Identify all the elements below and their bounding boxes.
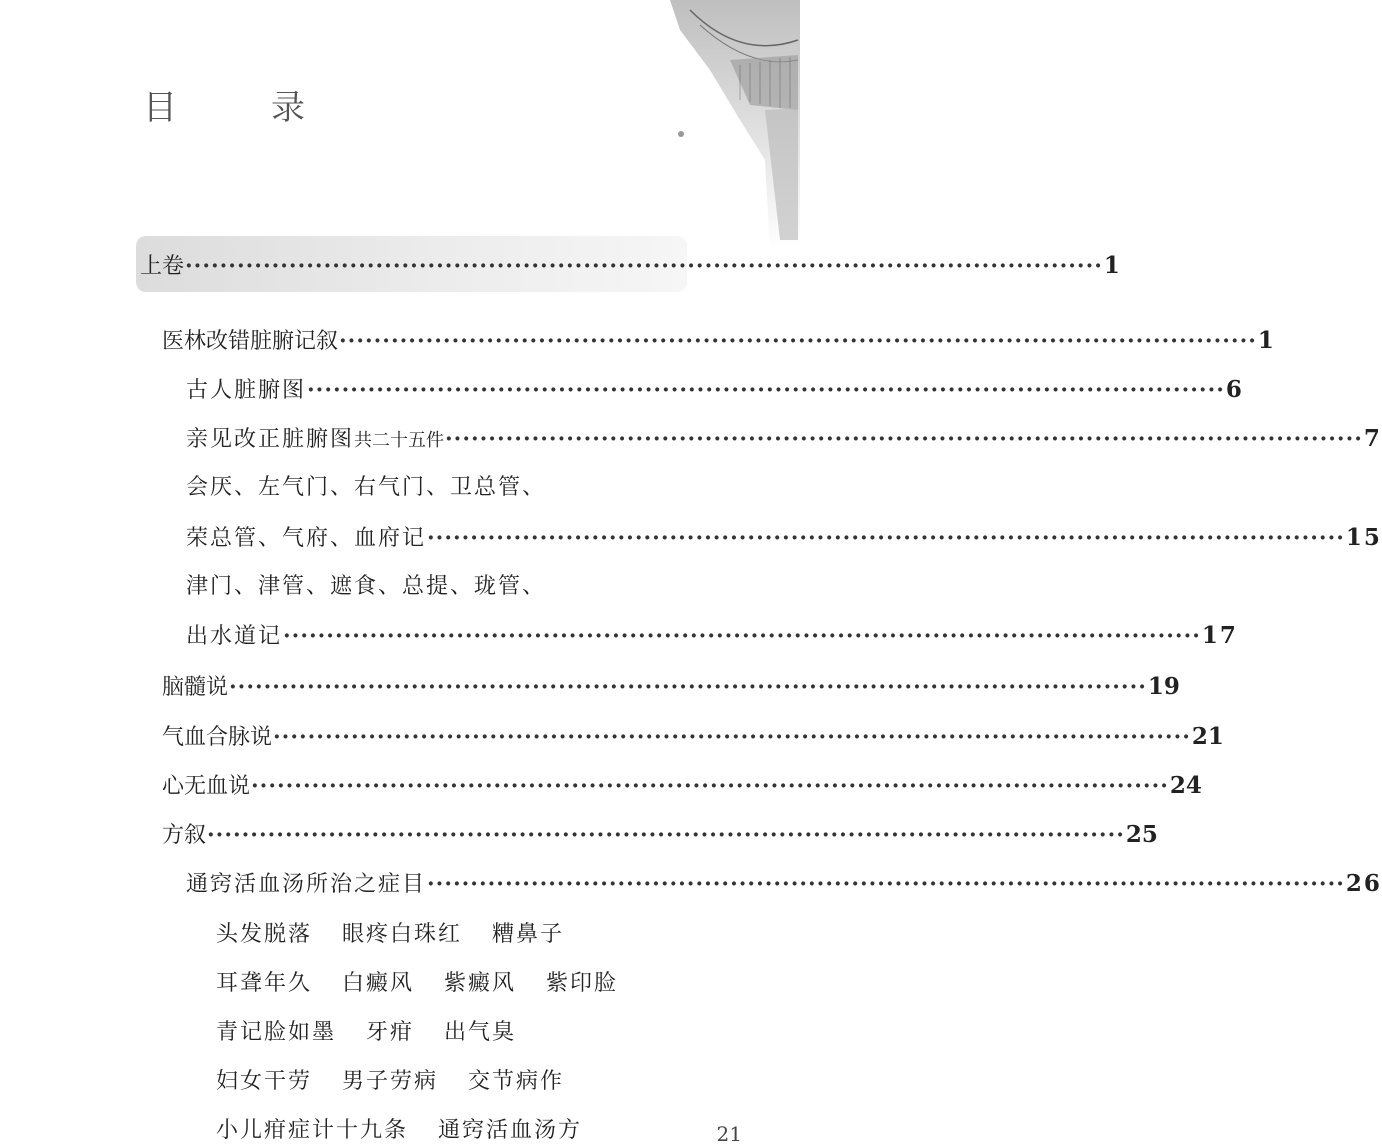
- symptom-item: 出气臭: [444, 1020, 517, 1045]
- toc-entry-label: 荣总管、气府、血府记: [186, 526, 427, 551]
- toc-entry-label: 津门、津管、遮食、总提、珑管、: [186, 574, 547, 599]
- toc-entry-page: 21: [1191, 723, 1224, 750]
- toc-entry[interactable]: [186, 523, 1382, 554]
- toc-entry[interactable]: [162, 672, 1180, 703]
- toc-entry-page: 1: [1103, 252, 1120, 279]
- toc-entry-label: 古人脏腑图: [186, 378, 307, 403]
- toc-entry[interactable]: [186, 424, 1382, 456]
- toc-entry-page: 7: [1363, 425, 1382, 452]
- symptom-item: 妇女干劳: [216, 1069, 313, 1094]
- toc-entry-label: 会厌、左气门、右气门、卫总管、: [186, 475, 547, 500]
- symptom-item: 小儿疳症计十九条: [216, 1118, 409, 1143]
- toc-entry[interactable]: [162, 771, 1202, 802]
- toc-entry[interactable]: [186, 375, 1244, 406]
- toc-entry-label: 亲见改正脏腑图: [186, 427, 355, 452]
- symptom-row: [216, 1018, 516, 1048]
- symptom-item: 耳聋年久: [216, 971, 313, 996]
- toc-entry-volume[interactable]: [140, 251, 1120, 282]
- toc-entry-page: 1: [1257, 327, 1274, 354]
- symptom-item: 眼疼白珠红: [342, 922, 463, 947]
- leader-dots: ··········································································································: [445, 426, 1363, 452]
- symptom-row: [216, 969, 618, 999]
- symptom-item: 牙疳: [366, 1020, 415, 1045]
- toc-entry-label: 心无血说: [162, 774, 251, 799]
- symptom-row: [216, 1067, 564, 1097]
- toc-entry-label: 脑髓说: [162, 675, 229, 700]
- symptom-item: 白癜风: [342, 971, 415, 996]
- leader-dots: ··········································································································: [283, 623, 1201, 649]
- symptom-item: 交节病作: [468, 1069, 565, 1094]
- toc-entry-label: 上卷: [140, 254, 185, 279]
- page-number: 21: [716, 1122, 742, 1146]
- leader-dots: ··········································································································: [229, 674, 1147, 700]
- symptom-item: 青记脸如墨: [216, 1020, 337, 1045]
- leader-dots: ··········································································································: [251, 773, 1169, 799]
- toc-entry-label: 通窍活血汤所治之症目: [186, 872, 427, 897]
- leader-dots: ··········································································································: [339, 328, 1257, 354]
- toc-entry[interactable]: [162, 820, 1158, 851]
- toc-entry-page: 17: [1201, 622, 1238, 649]
- symptom-item: 糟鼻子: [492, 922, 565, 947]
- leader-dots: ··········································································································: [307, 377, 1225, 403]
- toc-entry-page: 19: [1147, 673, 1180, 700]
- title-divider: [0, 123, 690, 143]
- toc-entry[interactable]: [186, 869, 1382, 900]
- leader-dots: ··········································································································: [427, 525, 1345, 551]
- symptom-item: 通窍活血汤方: [438, 1118, 583, 1143]
- toc-entry-label: 气血合脉说: [162, 725, 273, 750]
- symptom-item: 男子劳病: [342, 1069, 439, 1094]
- symptom-item: 头发脱落: [216, 922, 313, 947]
- toc-entry-page: 25: [1125, 821, 1158, 848]
- toc-entry-note: 共二十五件: [354, 430, 445, 451]
- leader-dots: ··········································································································: [273, 724, 1191, 750]
- toc-entry-label: 方叙: [162, 823, 207, 848]
- toc-entry-page: 15: [1345, 524, 1382, 551]
- symptom-item: 紫印脸: [546, 971, 619, 996]
- leader-dots: ··········································································································: [185, 253, 1103, 279]
- leader-dots: ··········································································································: [207, 822, 1125, 848]
- page-title: 目 录: [143, 88, 335, 128]
- toc-entry-label: 医林改错脏腑记叙: [162, 329, 339, 354]
- symptom-row: [216, 1116, 582, 1146]
- toc-entry[interactable]: [162, 326, 1274, 357]
- toc-entry-label: 出水道记: [186, 624, 283, 649]
- toc-entry[interactable]: [162, 722, 1224, 753]
- leader-dots: ··········································································································: [427, 871, 1345, 897]
- symptom-row: [216, 920, 564, 950]
- symptom-item: 紫癜风: [444, 971, 517, 996]
- toc-entry-page: 26: [1345, 870, 1382, 897]
- toc-entry-page: 24: [1169, 772, 1202, 799]
- toc-entry[interactable]: [186, 621, 1238, 652]
- toc-entry-page: 6: [1225, 376, 1244, 403]
